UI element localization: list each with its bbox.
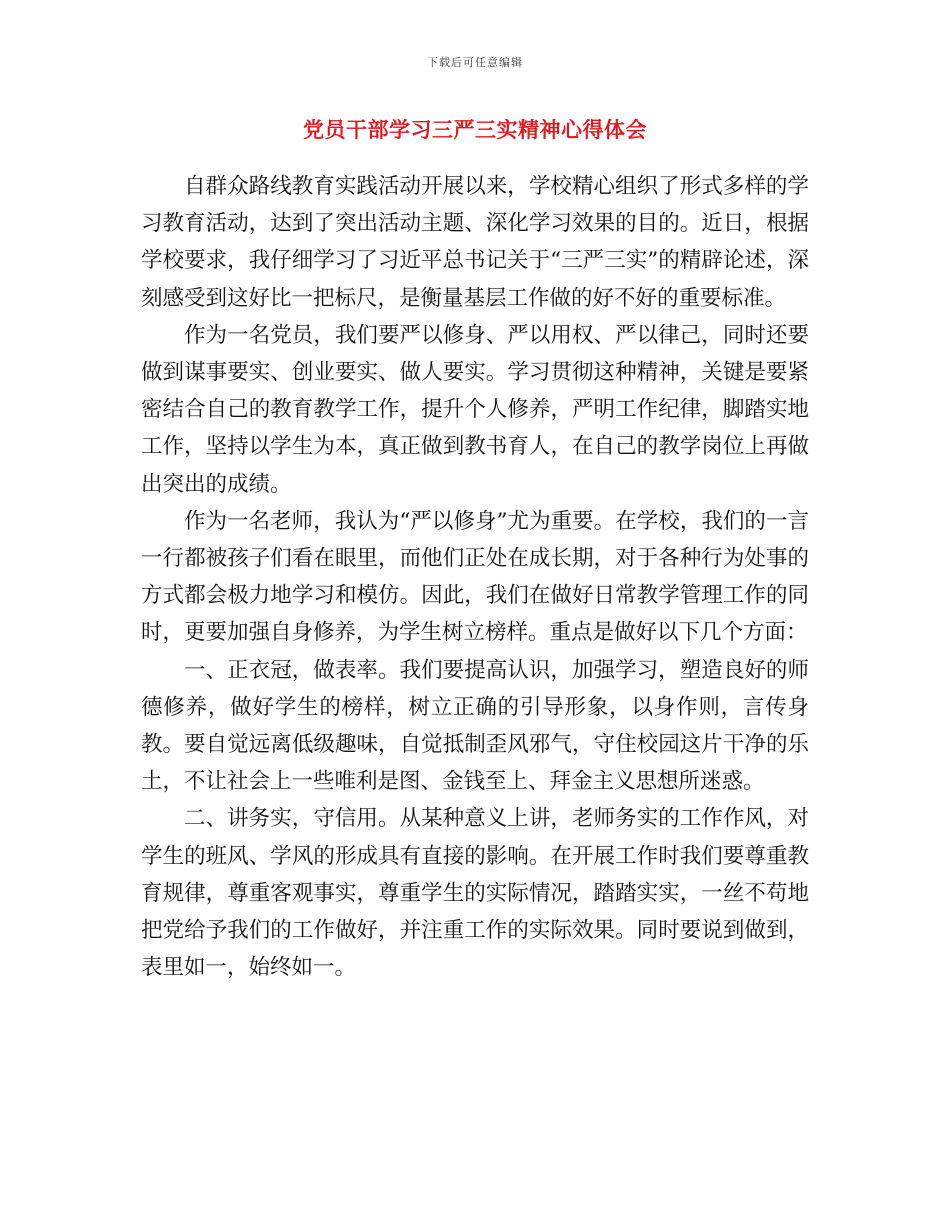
paragraph: 作为一名党员，我们要严以修身、严以用权、严以律己，同时还要做到谋事要实、创业要实、做人要实。学习贯彻这种精神，关键是要紧密结合自己的教育教学工作，提升个人修养，严明工作纪律，脚踏实地工作，坚持以学生为本，真正做到教书育人，在自己的教学岗位上再做出突出的成绩。 [141, 322, 809, 497]
page-title: 党员干部学习三严三实精神心得体会 [303, 118, 647, 142]
paragraph: 一、正衣冠，做表率。我们要提高认识，加强学习，塑造良好的师德修养，做好学生的榜样，树立正确的引导形象，以身作则，言传身教。要自觉远离低级趣味，自觉抵制歪风邪气，守住校园这片干净的乐土，不让社会上一些唯利是图、金钱至上、拜金主义思想所迷惑。 [141, 657, 809, 795]
paragraph: 作为一名老师，我认为“严以修身”尤为重要。在学校，我们的一言一行都被孩子们看在眼里，而他们正处在成长期，对于各种行为处事的方式都会极力地学习和模仿。因此，我们在做好日常教学管理工作的同时，更要加强自身修养，为学生树立榜样。重点是做好以下几个方面： [141, 508, 809, 646]
document-body [141, 168, 809, 986]
paragraph: 二、讲务实，守信用。从某种意义上讲，老师务实的工作作风，对学生的班风、学风的形成具有直接的影响。在开展工作时我们要尊重教育规律，尊重客观事实，尊重学生的实际情况，踏踏实实，一丝不苟地把党给予我们的工作做好，并注重工作的实际效果。同时要说到做到，表里如一，始终如一。 [141, 806, 809, 981]
header-note: 下载后可任意编辑 [427, 56, 523, 69]
paragraph: 自群众路线教育实践活动开展以来，学校精心组织了形式多样的学习教育活动，达到了突出活动主题、深化学习效果的目的。近日，根据学校要求，我仔细学习了习近平总书记关于“三严三实”的精辟论述，深刻感受到这好比一把标尺，是衡量基层工作做的好不好的重要标准。 [141, 174, 809, 311]
